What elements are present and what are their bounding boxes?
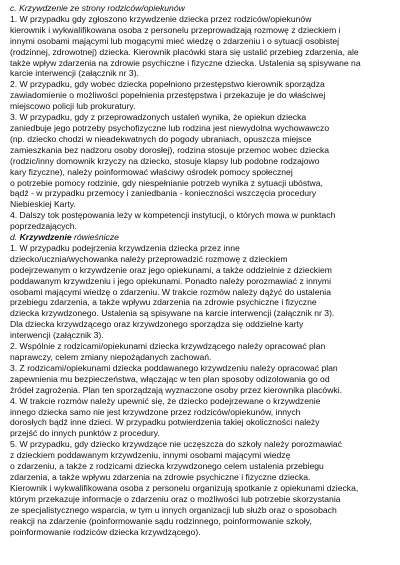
section-d-heading-prefix: d. <box>10 232 20 243</box>
section-d-line: przebiegu zdarzenia, a także wpływu zdarzenia na zdrowie psychiczne i fizyczne <box>10 297 317 308</box>
section-d-line: którym przekazuje informacje o zdarzeniu oraz o możliwości lub potrzebie skorzystania <box>10 493 341 504</box>
section-d-heading <box>10 232 390 243</box>
section-c-line: poprzedzających. <box>10 221 77 232</box>
section-d-line: 4. W trakcie rozmów należy upewnić się, że dziecko podejrzewane o krzywdzenie <box>10 395 321 406</box>
section-c-line: (rodzinnej, zdrowotnej) dziecka. Kierownik placówki stara się ustalić przebieg zdarzenia, ale <box>10 46 359 57</box>
section-d-line: ze specjalistycznego wsparcia, w tym u innych organizacji lub służb oraz o sposobach <box>10 504 337 515</box>
section-c-line: 3. W przypadku, gdy z przeprowadzonych ustaleń wynika, że opiekun dziecka <box>10 112 307 123</box>
section-c-line: zamieszkania bez nadzoru osoby dorosłej), rodzina stosuje przemoc wobec dziecka <box>10 144 330 155</box>
section-c-line: 1. W przypadku gdy zgłoszono krzywdzenie dziecka przez rodziców/opiekunów <box>10 13 312 24</box>
section-d-body <box>10 243 390 537</box>
section-d-line: z dzieckiem poddawanym krzywdzeniu, innymi osobami mającymi wiedzę <box>10 450 291 461</box>
section-d-line: zapewnienia mu bezpieczeństwa, włączając w ten plan sposoby odizolowania go od <box>10 373 330 384</box>
section-c-line: Niebieskiej Karty. <box>10 199 76 210</box>
section-c-line: innymi osobami mającymi lub mogącymi mieć wiedzę o zdarzeniu i o sytuacji osobistej <box>10 35 340 46</box>
section-c-line: także wpływ zdarzenia na zdrowie psychiczne i fizyczne dziecka. Ustalenia są spisywane na <box>10 57 361 68</box>
section-c-heading: c. Krzywdzenie ze strony rodziców/opiekunów <box>10 3 185 13</box>
section-d-line: interwencji (załącznik 3). <box>10 330 104 341</box>
section-d-line: o zdarzeniu, a także z rodzicami dziecka krzywdzonego celem ustalenia przebiegu <box>10 461 324 472</box>
section-d-heading-bold: Krzywdzenie <box>19 232 72 243</box>
section-d-line: Dla dziecka krzywdzącego oraz krzywdzonego sporządza się oddzielne karty <box>10 319 304 330</box>
section-d-line: Kierownik i wykwalifikowana osoba z personelu organizują spotkanie z opiekunami dziecka, <box>10 482 359 493</box>
section-c-body <box>10 14 390 232</box>
section-c-line: miejscowo policji lub prokuratury. <box>10 101 136 112</box>
section-c-line: kierownik i wykwalifikowana osoba z personelu przeprowadzają rozmowę z dzieckiem i <box>10 24 341 35</box>
section-d-heading-suffix: rówieśnicze <box>71 232 119 243</box>
section-d-line: przejść do innych punktów z procedury. <box>10 428 160 439</box>
section-c-line: kary fizyczne), należy poinformować właściwy ośrodek pomocy społecznej <box>10 166 293 177</box>
section-d-line: dziecko/ucznia/wychowanka należy przeprowadzić rozmowę z dzieckiem <box>10 253 288 264</box>
section-d-line: źródeł zagrożenia. Plan ten sporządzają wyznaczone osoby przez kierownika placówki. <box>10 384 342 395</box>
section-c-line: 4. Dalszy tok postępowania leży w kompetencji instytucji, o których mowa w punktach <box>10 210 336 221</box>
section-c-line: bądź - w przypadku przemocy i zaniedbania - konieczności wszczęcia procedury <box>10 188 317 199</box>
section-c-line: zaniedbuje jego potrzeby psychofizyczne lub rodzina jest niewydolna wychowawczo <box>10 122 330 133</box>
section-c-line: zawiadomienie o możliwości popełnienia przestępstwa i przekazuje je do właściwej <box>10 90 326 101</box>
section-d-line: 2. Wspólnie z rodzicami/opiekunami dziecka krzywdzącego należy opracować plan <box>10 341 326 352</box>
section-d-line: 5. W przypadku, gdy dziecko krzywdzące nie uczęszcza do szkoły należy porozmawiać <box>10 439 342 450</box>
section-d-line: poinformowanie rodziców dziecka krzywdzącego). <box>10 526 201 537</box>
section-d-line: osobami mającymi wiedzę o zdarzeniu. W trakcie rozmów należy dążyć do ustalenia <box>10 286 331 297</box>
section-d-line: reakcji na zdarzenie (poinformowanie sądu rodzinnego, poinformowanie szkoły, <box>10 515 312 526</box>
section-d-line: podejrzewanym o krzywdzenie oraz jego opiekunami, a także oddzielnie z dzieckiem <box>10 264 332 275</box>
section-c-line: karcie interwencji (załącznik nr 3). <box>10 68 139 79</box>
section-d-line: naprawczy, celem zmiany niepożądanych zachowań. <box>10 352 212 362</box>
section-d-line: dorosłych bądź inne dzieci. W przypadku potwierdzenia takiej okoliczności należy <box>10 417 320 428</box>
section-c-line: (np. dziecko chodzi w nieadekwatnych do pogody ubraniach, opuszcza miejsce <box>10 133 312 144</box>
section-d-line: innego dziecka samo nie jest krzywdzone przez rodziców/opiekunów, innych <box>10 406 301 417</box>
section-d-line: zdarzenia, a także wpływu zdarzenia na zdrowie psychiczne i fizyczne dziecka. <box>10 471 311 482</box>
section-d-line: 1. W przypadku podejrzenia krzywdzenia dziecka przez inne <box>10 242 240 253</box>
section-c-line: 2. W przypadku, gdy wobec dziecka popełniono przestępstwo kierownik sporządza <box>10 79 325 90</box>
section-d-line: dziecka krzywdzonego. Ustalenia są spisywane na karcie interwencji (załącznik nr 3). <box>10 308 335 319</box>
section-d-line: poddawanym krzywdzeniu i jego opiekunami. Ponadto należy porozmawiać z innymi <box>10 275 331 286</box>
section-c-line: (rodzic/inny domownik krzyczy na dziecko, stosuje klapsy lub podobne rodzajowo <box>10 155 320 166</box>
section-d-line: 3. Z rodzicami/opiekunami dziecka poddawanego krzywdzeniu należy opracować plan <box>10 362 338 373</box>
section-c-line: o potrzebie pomocy rodzinie, gdy niespełnianie potrzeb wynika z sytuacji ubóstwa, <box>10 177 323 188</box>
